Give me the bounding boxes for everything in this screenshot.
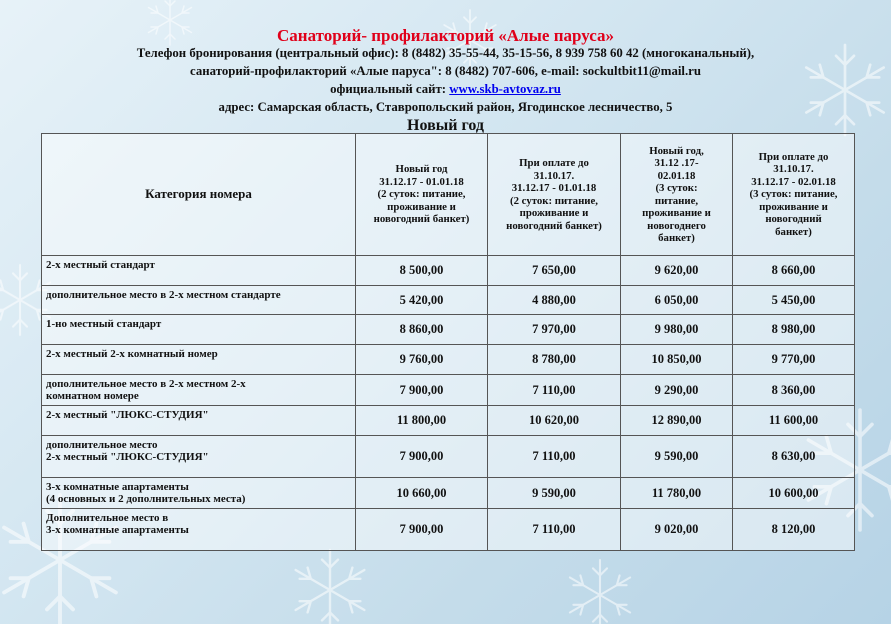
room-category-line: комнатном номере (46, 390, 139, 402)
section-title: Новый год (407, 117, 484, 134)
column-header-line: 31.10.17. (773, 163, 814, 176)
price-cell: 9 590,00 (488, 478, 621, 509)
column-header-line: новогодний (765, 213, 822, 226)
price-cell: 10 850,00 (621, 345, 733, 375)
room-category (42, 256, 356, 286)
price-cell: 11 600,00 (733, 406, 855, 436)
column-header-line: новогодний банкет) (373, 213, 470, 226)
price-cell: 10 620,00 (488, 406, 621, 436)
price-cell: 7 110,00 (488, 436, 621, 478)
price-cell: 7 900,00 (356, 375, 488, 406)
price-cell: 8 780,00 (488, 345, 621, 375)
column-header-line: проживание и (642, 207, 711, 219)
price-cell: 9 290,00 (621, 375, 733, 406)
column-header-line: 02.01.18 (657, 169, 696, 182)
price-cell: 8 980,00 (733, 315, 855, 345)
room-category-line: дополнительное место в 2-х местном 2-х (46, 378, 246, 390)
room-category (42, 436, 356, 478)
price-cell: 8 120,00 (733, 509, 855, 551)
column-header-line: (3 суток: (655, 182, 698, 194)
price-cell: 5 450,00 (733, 286, 855, 315)
room-category-line: 2-х местный стандарт (46, 259, 155, 271)
column-header-line: банкет) (658, 232, 695, 244)
room-category (42, 375, 356, 406)
price-cell: 9 020,00 (621, 509, 733, 551)
price-cell: 9 590,00 (621, 436, 733, 478)
price-cell: 7 900,00 (356, 509, 488, 551)
site-label: официальный сайт: (330, 82, 450, 96)
column-header-early-2-days (488, 134, 621, 256)
table-row (42, 345, 855, 375)
column-header-line: новогодний банкет) (506, 219, 602, 232)
column-header-line: 31.12.17 - 02.01.18 (751, 175, 836, 188)
table-row (42, 286, 855, 315)
column-header-line: новогоднего (647, 219, 706, 232)
table-header-row (42, 134, 855, 256)
room-category-line: 2-х местный "ЛЮКС-СТУДИЯ" (46, 409, 209, 421)
booking-phone-line: Телефон бронирования (центральный офис): 8 (8482) 35-55-44, 35-15-56, 8 939 758 60 42 (многоканальный), (136, 46, 755, 60)
room-category-line: 2-х местный 2-х комнатный номер (46, 348, 218, 360)
room-category-line: Дополнительное место в (46, 512, 169, 524)
column-header-line: (3 суток: питание, (749, 188, 838, 201)
price-cell: 8 500,00 (356, 256, 488, 286)
column-header-line: (2 суток: питание, (377, 188, 466, 201)
room-category-line: дополнительное место (46, 439, 158, 451)
price-cell: 10 600,00 (733, 478, 855, 509)
price-cell: 9 980,00 (621, 315, 733, 345)
column-header-line: При оплате до (519, 157, 589, 169)
price-cell: 9 760,00 (356, 345, 488, 375)
column-header-line: 31.12.17 - 01.01.18 (379, 175, 464, 188)
room-category (42, 315, 356, 345)
column-header-line: 31.12.17 - 01.01.18 (511, 182, 597, 194)
room-category-line: 2-х местный "ЛЮКС-СТУДИЯ" (46, 451, 209, 463)
category-header: Категория номера (42, 134, 356, 256)
table-row (42, 478, 855, 509)
table-row (42, 315, 855, 345)
price-cell: 9 770,00 (733, 345, 855, 375)
column-header-line: 31.12 .17- (654, 157, 699, 169)
column-header-new-year-3-days (621, 134, 733, 256)
price-cell: 8 360,00 (733, 375, 855, 406)
site-link[interactable]: www.skb-avtovaz.ru (449, 82, 561, 96)
column-header-line: Новый год (395, 163, 448, 176)
room-category-line: дополнительное место в 2-х местном стандарте (46, 289, 281, 301)
column-header-early-3-days (733, 134, 855, 256)
room-category-line: 1-но местный стандарт (46, 318, 162, 330)
price-cell: 4 880,00 (488, 286, 621, 315)
price-cell: 7 110,00 (488, 375, 621, 406)
room-category-line: 3-х комнатные апартаменты (46, 481, 189, 493)
price-cell: 7 970,00 (488, 315, 621, 345)
room-category-line: 3-х комнатные апартаменты (46, 524, 189, 536)
column-header-line: проживание и (759, 200, 828, 213)
table-row (42, 436, 855, 478)
room-category (42, 509, 356, 551)
price-cell: 7 650,00 (488, 256, 621, 286)
column-header-line: При оплате до (758, 150, 829, 163)
price-cell: 10 660,00 (356, 478, 488, 509)
price-cell: 8 860,00 (356, 315, 488, 345)
column-header-line: Новый год, (649, 144, 704, 157)
room-category-line: (4 основных и 2 дополнительных места) (46, 493, 246, 505)
column-header-line: питание, (654, 194, 699, 207)
contact-line: санаторий-профилакторий «Алые паруса": 8 (8482) 707-606, e-mail: sockultbit11@mail.ru (190, 64, 701, 78)
price-cell: 5 420,00 (356, 286, 488, 315)
site-line (0, 82, 891, 97)
price-table (41, 133, 855, 551)
table-row (42, 256, 855, 286)
price-cell: 11 800,00 (356, 406, 488, 436)
table-row (42, 375, 855, 406)
column-header-line: (2 суток: питание, (509, 194, 599, 207)
column-header-line: проживание и (387, 200, 456, 213)
room-category (42, 478, 356, 509)
price-cell: 8 660,00 (733, 256, 855, 286)
column-header-line: 31.10.17. (533, 169, 575, 182)
address-line: адрес: Самарская область, Ставропольский район, Ягодинское лесничество, 5 (218, 100, 673, 114)
price-cell: 7 900,00 (356, 436, 488, 478)
price-cell: 12 890,00 (621, 406, 733, 436)
room-category (42, 286, 356, 315)
page-title: Санаторий- профилакторий «Алые паруса» (277, 26, 614, 45)
column-header-line: банкет) (775, 225, 812, 238)
table-row (42, 406, 855, 436)
column-header-new-year (356, 134, 488, 256)
column-header-line: проживание и (519, 207, 589, 219)
price-cell: 8 630,00 (733, 436, 855, 478)
table-row (42, 509, 855, 551)
room-category (42, 345, 356, 375)
price-cell: 9 620,00 (621, 256, 733, 286)
price-cell: 11 780,00 (621, 478, 733, 509)
price-cell: 6 050,00 (621, 286, 733, 315)
room-category (42, 406, 356, 436)
price-cell: 7 110,00 (488, 509, 621, 551)
